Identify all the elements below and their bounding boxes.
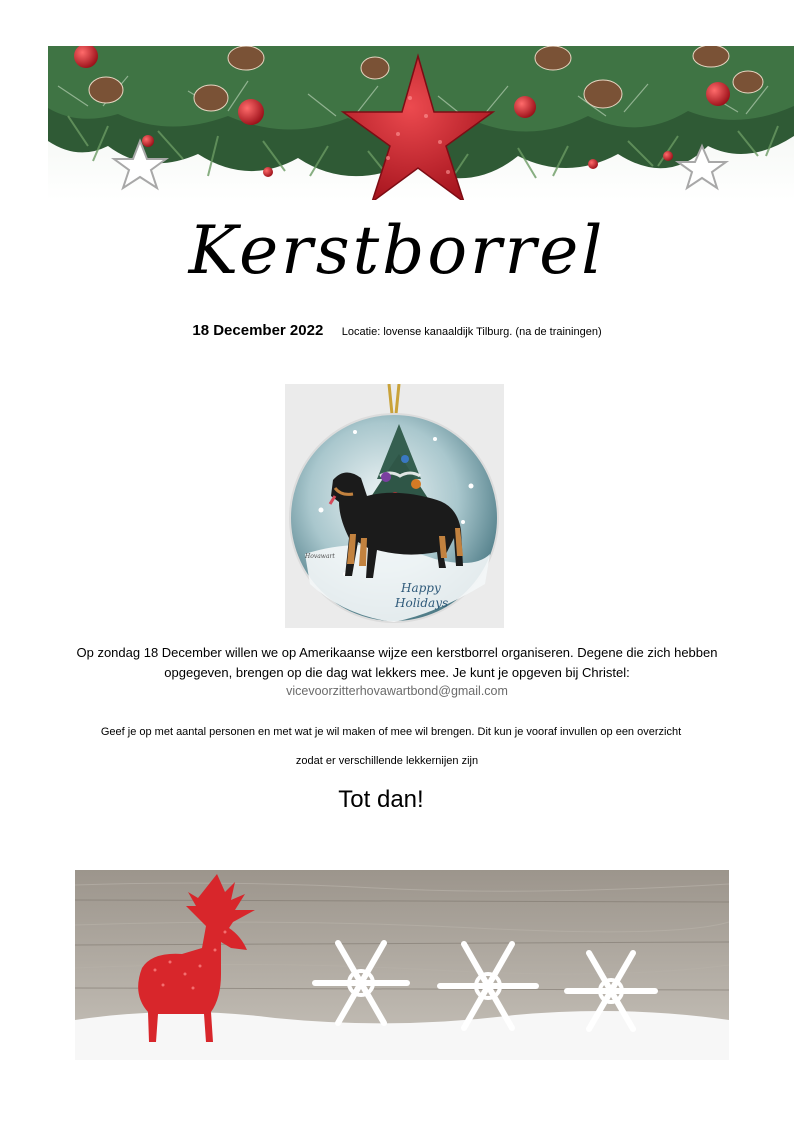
event-info-line — [0, 322, 794, 340]
ornament-illustration — [285, 384, 504, 628]
ornament-small-text: Hovawart — [305, 553, 335, 560]
reindeer-snowflake-image — [75, 870, 729, 1060]
invitation-paragraph: Op zondag 18 December willen we op Amerikaanse wijze een kerstborrel organiseren. Degene die zich hebben opgegeven, brengen op die dag wat lekkers mee. Je kunt je opgeven bij Christel: — [76, 645, 718, 680]
signup-instructions-line-1: Geef je op met aantal personen en met wat je wil maken of mee wil brengen. Dit kun je vooraf invullen op een overzicht — [100, 726, 682, 738]
document-title: Kerstborrel — [188, 212, 606, 289]
christmas-garland-image — [48, 46, 794, 200]
ornament-holidays-text: Holidays — [395, 596, 449, 610]
signup-instructions-line-2: zodat er verschillende lekkernijen zijn — [295, 755, 479, 767]
closing-text: Tot dan! — [338, 786, 424, 813]
event-location: Locatie: lovense kanaaldijk Tilburg. (na de trainingen) — [341, 326, 602, 338]
contact-email[interactable]: vicevoorzitterhovawartbond@gmail.com — [286, 684, 508, 698]
christmas-garland-banner — [48, 46, 794, 200]
ornament-happy-text: Happy — [401, 581, 441, 595]
hovawart-ornament-image — [285, 384, 504, 628]
reindeer-snowflake-banner — [75, 870, 729, 1060]
event-date: 18 December 2022 — [192, 322, 324, 339]
